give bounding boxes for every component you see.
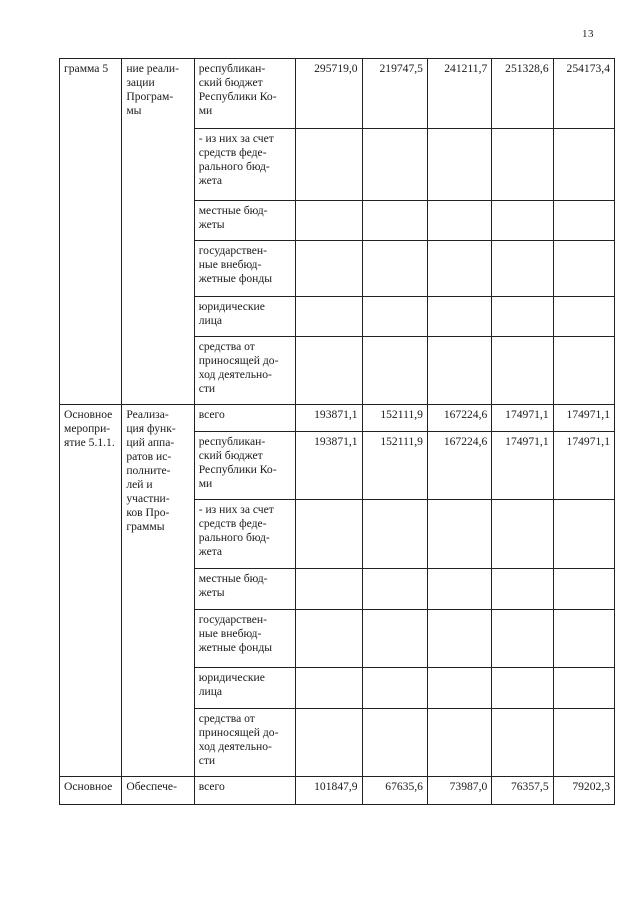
amount-cell: 193871,1 [296, 432, 362, 500]
amount-cell [492, 500, 553, 569]
amount-cell [296, 201, 362, 241]
program-code-cell: Основное меропри- ятие 5.1.1. [60, 405, 122, 777]
amount-cell [427, 610, 491, 668]
funding-source-cell: юридические лица [194, 668, 296, 709]
amount-cell [427, 297, 491, 337]
funding-source-cell: местные бюд- жеты [194, 201, 296, 241]
amount-cell [492, 709, 553, 777]
table-body [60, 59, 615, 805]
amount-cell [296, 668, 362, 709]
amount-cell [553, 129, 614, 201]
amount-cell [492, 337, 553, 405]
amount-cell: 167224,6 [427, 405, 491, 432]
program-code-cell: грамма 5 [60, 59, 122, 405]
amount-cell [362, 241, 427, 297]
amount-cell [427, 241, 491, 297]
table-row [60, 405, 615, 432]
amount-cell [553, 201, 614, 241]
amount-cell [362, 500, 427, 569]
budget-table [59, 58, 615, 805]
amount-cell: 67635,6 [362, 777, 427, 805]
amount-cell [427, 569, 491, 610]
amount-cell: 174971,1 [553, 432, 614, 500]
amount-cell [492, 129, 553, 201]
amount-cell [296, 500, 362, 569]
funding-source-cell: юридические лица [194, 297, 296, 337]
amount-cell [427, 201, 491, 241]
funding-source-cell: местные бюд- жеты [194, 569, 296, 610]
amount-cell [296, 569, 362, 610]
amount-cell: 174971,1 [492, 405, 553, 432]
amount-cell [362, 297, 427, 337]
funding-source-cell: государствен- ные внебюд- жетные фонды [194, 610, 296, 668]
table-row [60, 777, 615, 805]
amount-cell [427, 337, 491, 405]
funding-source-cell: средства от приносящей до- ход деятельно- сти [194, 337, 296, 405]
amount-cell [553, 241, 614, 297]
funding-source-cell: - из них за счет средств феде- рального бюд- жета [194, 500, 296, 569]
amount-cell: 219747,5 [362, 59, 427, 129]
amount-cell [362, 337, 427, 405]
amount-cell: 152111,9 [362, 405, 427, 432]
amount-cell [492, 569, 553, 610]
amount-cell [296, 297, 362, 337]
amount-cell: 76357,5 [492, 777, 553, 805]
amount-cell: 241211,7 [427, 59, 491, 129]
amount-cell [362, 668, 427, 709]
funding-source-cell: республикан- ский бюджет Республики Ко- ми [194, 432, 296, 500]
table-row [60, 59, 615, 129]
amount-cell [492, 297, 553, 337]
amount-cell: 79202,3 [553, 777, 614, 805]
amount-cell [553, 709, 614, 777]
program-name-cell: Обеспече- [122, 777, 194, 805]
funding-source-cell: средства от приносящей до- ход деятельно- сти [194, 709, 296, 777]
amount-cell: 101847,9 [296, 777, 362, 805]
amount-cell [362, 709, 427, 777]
amount-cell [553, 569, 614, 610]
amount-cell: 174971,1 [553, 405, 614, 432]
amount-cell [427, 129, 491, 201]
amount-cell: 167224,6 [427, 432, 491, 500]
amount-cell: 193871,1 [296, 405, 362, 432]
amount-cell [553, 297, 614, 337]
amount-cell: 174971,1 [492, 432, 553, 500]
amount-cell [492, 241, 553, 297]
amount-cell [553, 668, 614, 709]
amount-cell [492, 201, 553, 241]
amount-cell [553, 337, 614, 405]
amount-cell [362, 201, 427, 241]
amount-cell [296, 610, 362, 668]
program-name-cell: ние реали- зации Програм- мы [122, 59, 194, 405]
amount-cell [553, 500, 614, 569]
amount-cell [492, 610, 553, 668]
amount-cell: 73987,0 [427, 777, 491, 805]
amount-cell [362, 610, 427, 668]
funding-source-cell: - из них за счет средств феде- рального бюд- жета [194, 129, 296, 201]
amount-cell: 152111,9 [362, 432, 427, 500]
funding-source-cell: всего [194, 405, 296, 432]
amount-cell [296, 709, 362, 777]
amount-cell: 254173,4 [553, 59, 614, 129]
funding-source-cell: государствен- ные внебюд- жетные фонды [194, 241, 296, 297]
amount-cell [553, 610, 614, 668]
amount-cell [362, 129, 427, 201]
amount-cell [296, 241, 362, 297]
funding-source-cell: всего [194, 777, 296, 805]
program-code-cell: Основное [60, 777, 122, 805]
amount-cell [296, 337, 362, 405]
page-number: 13 [582, 28, 594, 40]
program-name-cell: Реализа- ция функ- ций аппа- ратов ис- полните- лей и участни- ков Про- граммы [122, 405, 194, 777]
amount-cell: 295719,0 [296, 59, 362, 129]
amount-cell [427, 500, 491, 569]
amount-cell [362, 569, 427, 610]
amount-cell [427, 668, 491, 709]
amount-cell [296, 129, 362, 201]
amount-cell [492, 668, 553, 709]
amount-cell: 251328,6 [492, 59, 553, 129]
funding-source-cell: республикан- ский бюджет Республики Ко- ми [194, 59, 296, 129]
amount-cell [427, 709, 491, 777]
